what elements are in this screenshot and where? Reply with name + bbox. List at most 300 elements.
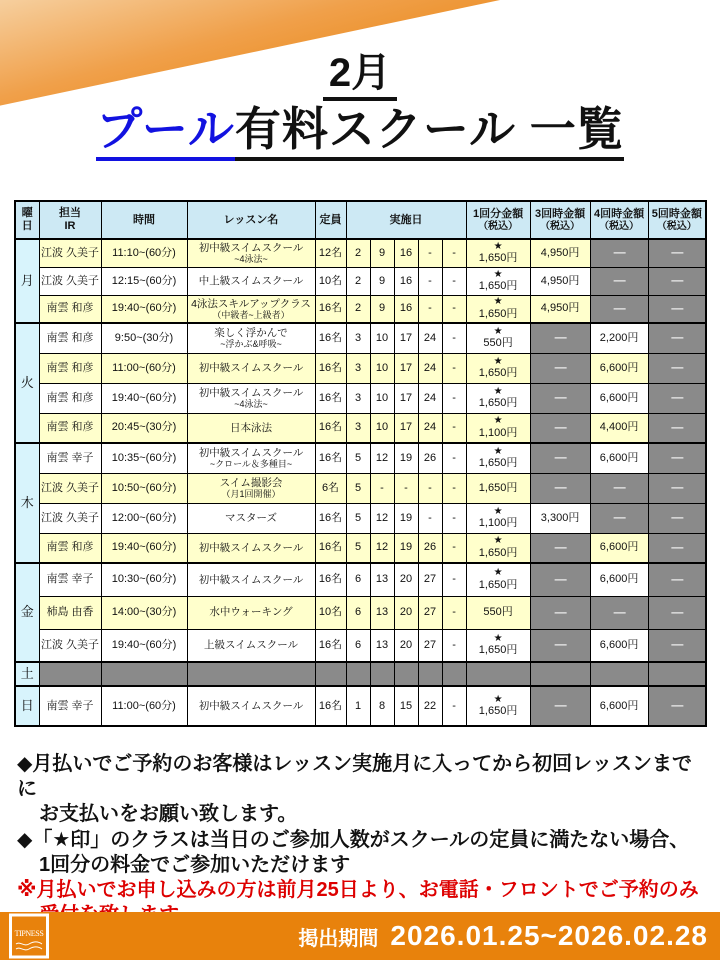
dash-placeholder: —: [613, 510, 625, 525]
price-5-cell: [648, 267, 706, 295]
lesson-cell: [187, 239, 315, 267]
date-cell: 9: [370, 295, 394, 323]
table-row: [15, 267, 706, 295]
empty-cell: [418, 662, 442, 686]
price-value: 1,650円: [478, 546, 518, 559]
date-cell: -: [442, 267, 466, 295]
price-per-session-cell: [466, 473, 530, 503]
header-price4: [590, 201, 648, 239]
date-cell: 8: [370, 686, 394, 726]
date-cell: -: [442, 473, 466, 503]
lesson-cell: [187, 295, 315, 323]
instructor-cell: 南雲 和彦: [39, 383, 101, 413]
price-4-cell: [590, 503, 648, 533]
title-month-text: 2月: [323, 50, 397, 101]
date-cell: 2: [346, 239, 370, 267]
header-price5: [648, 201, 706, 239]
date-cell: 16: [394, 295, 418, 323]
note-line: お支払いをお願い致します。: [39, 803, 298, 826]
date-cell: 2: [346, 267, 370, 295]
date-cell: 9: [370, 267, 394, 295]
time-cell: 19:40~(60分): [101, 629, 187, 662]
price-3-cell: [530, 413, 590, 443]
date-cell: -: [442, 686, 466, 726]
time-cell: 9:50~(30分): [101, 323, 187, 353]
star-icon: ★: [493, 268, 503, 280]
lesson-name: 初中級スイムスクール: [198, 447, 304, 460]
date-cell: 9: [370, 239, 394, 267]
date-cell: 20: [394, 563, 418, 596]
date-cell: 24: [418, 413, 442, 443]
dash-placeholder: —: [613, 300, 625, 315]
dash-placeholder: —: [613, 273, 625, 288]
price-4-cell: [590, 596, 648, 629]
star-icon: ★: [493, 240, 503, 252]
price-4-cell: 6,600円: [590, 353, 648, 383]
capacity-cell: 16名: [315, 353, 346, 383]
date-cell: 5: [346, 443, 370, 473]
empty-cell: [187, 662, 315, 686]
date-cell: 27: [418, 629, 442, 662]
header-price3-line2: （税込）: [540, 220, 581, 232]
note-star-mark: [17, 828, 706, 878]
day-cell: 金: [15, 563, 39, 662]
time-cell: 10:35~(60分): [101, 443, 187, 473]
header-price4-line1: 4回時金額: [594, 207, 645, 220]
date-cell: 24: [418, 383, 442, 413]
capacity-cell: 12名: [315, 239, 346, 267]
time-cell: 11:00~(60分): [101, 686, 187, 726]
date-cell: -: [442, 239, 466, 267]
date-cell: 6: [346, 563, 370, 596]
lesson-name: 初中級スイムスクール: [198, 541, 304, 554]
date-cell: -: [442, 629, 466, 662]
date-cell: 6: [346, 596, 370, 629]
price-3-cell: [530, 323, 590, 353]
date-cell: 6: [346, 629, 370, 662]
dash-placeholder: —: [613, 245, 625, 260]
date-cell: -: [442, 533, 466, 563]
price-4-cell: 6,600円: [590, 563, 648, 596]
date-cell: 24: [418, 353, 442, 383]
price-4-cell: 6,600円: [590, 383, 648, 413]
date-cell: -: [442, 563, 466, 596]
price-5-cell: [648, 596, 706, 629]
date-cell: 5: [346, 503, 370, 533]
price-4-cell: 4,400円: [590, 413, 648, 443]
instructor-cell: 南雲 幸子: [39, 443, 101, 473]
price-4-cell: 6,600円: [590, 443, 648, 473]
dash-placeholder: —: [554, 419, 566, 434]
price-value: 1,650円: [478, 481, 518, 494]
price-per-session-cell: [466, 413, 530, 443]
price-5-cell: [648, 295, 706, 323]
dash-placeholder: —: [671, 450, 683, 465]
price-value: 1,100円: [478, 426, 518, 439]
time-cell: 20:45~(30分): [101, 413, 187, 443]
price-5-cell: [648, 473, 706, 503]
title-main: [0, 103, 720, 161]
date-cell: 17: [394, 353, 418, 383]
svg-text:TIPNESS: TIPNESS: [14, 929, 44, 938]
table-row: [15, 473, 706, 503]
price-4-cell: [590, 239, 648, 267]
date-cell: 10: [370, 323, 394, 353]
dash-placeholder: —: [671, 698, 683, 713]
date-cell: 12: [370, 533, 394, 563]
date-cell: 20: [394, 629, 418, 662]
date-cell: 17: [394, 323, 418, 353]
dash-placeholder: —: [671, 390, 683, 405]
dash-placeholder: —: [671, 330, 683, 345]
empty-cell: [394, 662, 418, 686]
lesson-cell: [187, 533, 315, 563]
lesson-cell: [187, 323, 315, 353]
price-per-session-cell: [466, 443, 530, 473]
time-cell: 19:40~(60分): [101, 383, 187, 413]
lesson-cell: [187, 443, 315, 473]
price-3-cell: 4,950円: [530, 239, 590, 267]
lesson-cell: [187, 473, 315, 503]
day-cell: 火: [15, 323, 39, 443]
price-3-cell: [530, 473, 590, 503]
lesson-cell: [187, 383, 315, 413]
price-value: 1,650円: [478, 457, 518, 470]
date-cell: -: [418, 239, 442, 267]
note-line: 1回分の料金でご参加いただけます: [39, 853, 351, 876]
lesson-cell: [187, 686, 315, 726]
header-capacity: 定員: [315, 201, 346, 239]
instructor-cell: 江波 久美子: [39, 503, 101, 533]
price-5-cell: [648, 686, 706, 726]
date-cell: -: [442, 383, 466, 413]
note-line: ◆月払いでご予約のお客様はレッスン実施月に入ってから初回レッスンまでに: [17, 753, 692, 801]
capacity-cell: 16名: [315, 533, 346, 563]
date-cell: -: [442, 596, 466, 629]
date-cell: 26: [418, 443, 442, 473]
price-per-session-cell: [466, 629, 530, 662]
dash-placeholder: —: [554, 480, 566, 495]
header-day: 曜日: [15, 201, 39, 239]
empty-cell: [101, 662, 187, 686]
date-cell: 13: [370, 563, 394, 596]
price-value: 1,650円: [478, 307, 518, 320]
lesson-subtitle: ~クロール＆多種目~: [209, 459, 293, 470]
price-3-cell: 3,300円: [530, 503, 590, 533]
dash-placeholder: —: [554, 450, 566, 465]
capacity-cell: 16名: [315, 686, 346, 726]
dash-placeholder: —: [671, 273, 683, 288]
posting-period-value: 2026.01.25~2026.02.28: [390, 920, 708, 951]
star-icon: ★: [493, 535, 503, 547]
price-per-session-cell: [466, 323, 530, 353]
instructor-cell: 南雲 和彦: [39, 353, 101, 383]
capacity-cell: 6名: [315, 473, 346, 503]
header-price3: [530, 201, 590, 239]
price-per-session-cell: [466, 267, 530, 295]
header-price1-line2: （税込）: [478, 220, 519, 232]
note-line: ◆「★印」のクラスは当日のご参加人数がスクールの定員に満たない場合、: [17, 828, 690, 851]
lesson-cell: [187, 267, 315, 295]
date-cell: -: [418, 473, 442, 503]
instructor-cell: 江波 久美子: [39, 267, 101, 295]
price-4-cell: 6,600円: [590, 686, 648, 726]
star-icon: ★: [493, 567, 503, 579]
star-icon: ★: [493, 296, 503, 308]
schedule-table-wrap: [14, 200, 707, 727]
table-row: [15, 413, 706, 443]
star-icon: ★: [493, 505, 503, 517]
header-row: [15, 201, 706, 239]
star-icon: ★: [493, 385, 503, 397]
star-icon: ★: [493, 632, 503, 644]
table-row: [15, 323, 706, 353]
day-cell: 日: [15, 686, 39, 726]
dash-placeholder: —: [554, 360, 566, 375]
price-5-cell: [648, 443, 706, 473]
date-cell: 20: [394, 596, 418, 629]
header-price5-line2: （税込）: [656, 220, 697, 232]
lesson-name: 初中級スイムスクール: [198, 699, 304, 712]
header-time: 時間: [101, 201, 187, 239]
dash-placeholder: —: [554, 637, 566, 652]
price-per-session-cell: [466, 503, 530, 533]
dash-placeholder: —: [671, 245, 683, 260]
price-4-cell: [590, 267, 648, 295]
date-cell: -: [442, 413, 466, 443]
price-3-cell: [530, 383, 590, 413]
table-row: [15, 353, 706, 383]
price-3-cell: [530, 443, 590, 473]
price-5-cell: [648, 323, 706, 353]
price-value: 1,650円: [478, 397, 518, 410]
date-cell: 5: [346, 473, 370, 503]
empty-cell: [442, 662, 466, 686]
capacity-cell: 16名: [315, 443, 346, 473]
notes-section: [17, 752, 706, 928]
header-price5-line1: 5回時金額: [651, 207, 702, 220]
price-5-cell: [648, 563, 706, 596]
tipness-logo: [8, 913, 50, 959]
date-cell: 3: [346, 323, 370, 353]
lesson-subtitle: （月1回開催）: [221, 488, 281, 499]
title-pool-text: プール: [96, 103, 235, 161]
price-3-cell: [530, 533, 590, 563]
lesson-subtitle: ~4泳法~: [234, 398, 268, 409]
price-per-session-cell: [466, 596, 530, 629]
date-cell: -: [418, 267, 442, 295]
price-5-cell: [648, 503, 706, 533]
instructor-cell: 江波 久美子: [39, 629, 101, 662]
date-cell: 24: [418, 323, 442, 353]
price-3-cell: 4,950円: [530, 267, 590, 295]
instructor-cell: 柿島 由香: [39, 596, 101, 629]
price-value: 1,650円: [478, 280, 518, 293]
note-monthly-payment: [17, 752, 706, 828]
header-lesson: レッスン名: [187, 201, 315, 239]
empty-cell: [370, 662, 394, 686]
date-cell: 3: [346, 383, 370, 413]
capacity-cell: 16名: [315, 295, 346, 323]
capacity-cell: 16名: [315, 563, 346, 596]
empty-cell: [590, 662, 648, 686]
date-cell: 27: [418, 563, 442, 596]
dash-placeholder: —: [671, 571, 683, 586]
price-5-cell: [648, 353, 706, 383]
price-5-cell: [648, 239, 706, 267]
capacity-cell: 10名: [315, 596, 346, 629]
time-cell: 10:30~(60分): [101, 563, 187, 596]
price-per-session-cell: [466, 533, 530, 563]
price-per-session-cell: [466, 563, 530, 596]
lesson-name: 中上級スイムスクール: [198, 274, 304, 287]
price-4-cell: [590, 473, 648, 503]
price-value: 1,650円: [478, 705, 518, 718]
date-cell: 17: [394, 413, 418, 443]
header-instructor: [39, 201, 101, 239]
capacity-cell: 16名: [315, 383, 346, 413]
price-value: 1,650円: [478, 578, 518, 591]
price-3-cell: [530, 686, 590, 726]
date-cell: 2: [346, 295, 370, 323]
capacity-cell: 16名: [315, 413, 346, 443]
star-icon: ★: [493, 355, 503, 367]
table-row: [15, 629, 706, 662]
lesson-name: 水中ウォーキング: [209, 606, 293, 619]
date-cell: -: [442, 443, 466, 473]
price-value: 1,650円: [478, 644, 518, 657]
date-cell: 10: [370, 413, 394, 443]
lesson-cell: [187, 563, 315, 596]
dash-placeholder: —: [671, 637, 683, 652]
date-cell: 13: [370, 596, 394, 629]
dash-placeholder: —: [554, 539, 566, 554]
price-per-session-cell: [466, 295, 530, 323]
lesson-name: スイム撮影会: [219, 476, 283, 489]
price-3-cell: [530, 563, 590, 596]
dash-placeholder: —: [671, 604, 683, 619]
dash-placeholder: —: [671, 360, 683, 375]
date-cell: -: [442, 353, 466, 383]
date-cell: -: [370, 473, 394, 503]
instructor-cell: 南雲 幸子: [39, 563, 101, 596]
footer-bar: [0, 912, 720, 960]
capacity-cell: 16名: [315, 503, 346, 533]
date-cell: 5: [346, 533, 370, 563]
empty-cell: [466, 662, 530, 686]
date-cell: 3: [346, 413, 370, 443]
lesson-cell: [187, 413, 315, 443]
empty-cell: [648, 662, 706, 686]
dash-placeholder: —: [554, 698, 566, 713]
time-cell: 11:10~(60分): [101, 239, 187, 267]
lesson-cell: [187, 353, 315, 383]
lesson-name: 楽しく浮かんで: [214, 327, 288, 340]
date-cell: -: [418, 295, 442, 323]
price-value: 1,100円: [478, 517, 518, 530]
time-cell: 12:15~(60分): [101, 267, 187, 295]
price-per-session-cell: [466, 239, 530, 267]
date-cell: 19: [394, 443, 418, 473]
dash-placeholder: —: [671, 510, 683, 525]
instructor-cell: 南雲 和彦: [39, 295, 101, 323]
day-cell: 月: [15, 239, 39, 323]
header-price3-line1: 3回時金額: [535, 207, 586, 220]
dash-placeholder: —: [613, 480, 625, 495]
posting-period-label: 掲出期間: [298, 927, 379, 950]
day-cell: 木: [15, 443, 39, 563]
lesson-name: 初中級スイムスクール: [198, 361, 304, 374]
date-cell: -: [394, 473, 418, 503]
table-row: [15, 662, 706, 686]
table-row: [15, 239, 706, 267]
date-cell: -: [442, 295, 466, 323]
price-5-cell: [648, 383, 706, 413]
price-value: 1,650円: [478, 367, 518, 380]
price-per-session-cell: [466, 353, 530, 383]
date-cell: -: [418, 503, 442, 533]
note-line: ※月払いでお申し込みの方は前月25日より、お電話・フロントでご予約のみ: [17, 878, 699, 901]
lesson-name: 日本泳法: [230, 421, 272, 434]
date-cell: -: [442, 323, 466, 353]
header-instructor-line2: IR: [64, 220, 76, 232]
date-cell: 16: [394, 267, 418, 295]
table-row: [15, 383, 706, 413]
dash-placeholder: —: [671, 419, 683, 434]
date-cell: 16: [394, 239, 418, 267]
price-per-session-cell: [466, 686, 530, 726]
instructor-cell: 南雲 和彦: [39, 533, 101, 563]
table-row: [15, 686, 706, 726]
time-cell: 10:50~(60分): [101, 473, 187, 503]
posting-period: [50, 920, 720, 952]
dash-placeholder: —: [671, 539, 683, 554]
date-cell: 10: [370, 383, 394, 413]
time-cell: 19:40~(60分): [101, 295, 187, 323]
star-icon: ★: [493, 445, 503, 457]
header-price1: [466, 201, 530, 239]
dash-placeholder: —: [554, 330, 566, 345]
lesson-name: マスターズ: [225, 511, 277, 524]
instructor-cell: 南雲 和彦: [39, 323, 101, 353]
empty-cell: [346, 662, 370, 686]
capacity-cell: 16名: [315, 323, 346, 353]
lesson-name: 初中級スイムスクール: [198, 573, 304, 586]
dash-placeholder: —: [613, 604, 625, 619]
price-5-cell: [648, 533, 706, 563]
price-3-cell: [530, 629, 590, 662]
price-per-session-cell: [466, 383, 530, 413]
header-price4-line2: （税込）: [599, 220, 640, 232]
date-cell: 3: [346, 353, 370, 383]
time-cell: 11:00~(60分): [101, 353, 187, 383]
empty-cell: [315, 662, 346, 686]
table-row: [15, 443, 706, 473]
date-cell: 12: [370, 443, 394, 473]
header-dates: 実施日: [346, 201, 466, 239]
price-value: 550円: [483, 337, 513, 350]
lesson-subtitle: （中級者~上級者）: [212, 309, 290, 320]
star-icon: ★: [493, 415, 503, 427]
table-row: [15, 563, 706, 596]
price-4-cell: [590, 295, 648, 323]
table-body: [15, 239, 706, 726]
date-cell: 27: [418, 596, 442, 629]
instructor-cell: 南雲 和彦: [39, 413, 101, 443]
dash-placeholder: —: [554, 390, 566, 405]
empty-cell: [530, 662, 590, 686]
instructor-cell: 江波 久美子: [39, 239, 101, 267]
